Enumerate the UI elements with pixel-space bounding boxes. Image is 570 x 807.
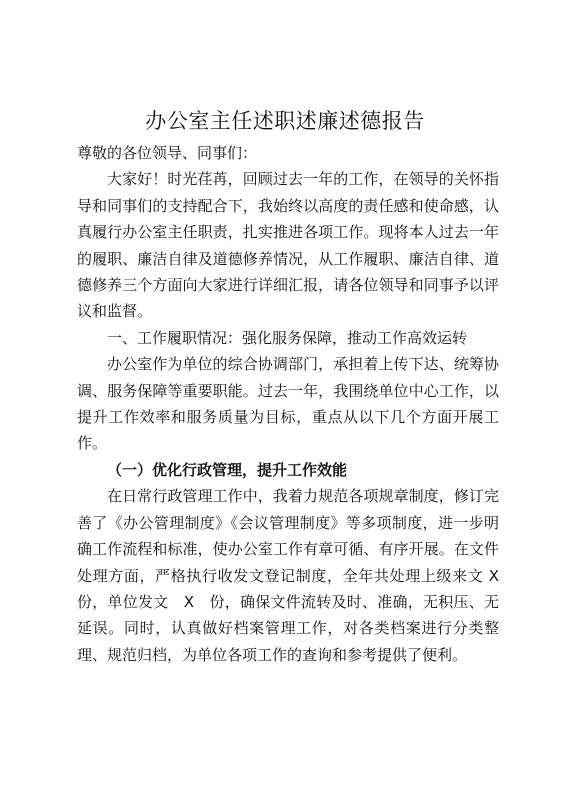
salutation: 尊敬的各位领导、同事们：: [77, 144, 258, 162]
document-body: [77, 140, 499, 668]
document-title: 办公室主任述职述廉述德报告: [145, 109, 425, 133]
subsection-heading: （一）优化行政管理，提升工作效能: [107, 460, 348, 479]
section-heading: 一、工作履职情况：强化服务保障，推动工作高效运转: [107, 328, 468, 347]
intro-paragraph: 大家好！时光荏苒，回顾过去一年的工作，在领导的关怀指导和同事们的支持配合下，我始终以高度的责任感和使命感，认真履行办公室主任职责，扎实推进各项工作。现将本人过去一年的履职、廉洁自律及道德修养情况，从工作履职、廉洁自律、道德修养三个方面向大家进行详细汇报，请各位领导和同事予以评议和监督。: [77, 170, 499, 321]
section-paragraph: 办公室作为单位的综合协调部门，承担着上传下达、统筹协调、服务保障等重要职能。过去一年，我围绕单位中心工作，以提升工作效率和服务质量为目标，重点从以下几个方面开展工作。: [77, 355, 499, 453]
subsection-paragraph: 在日常行政管理工作中，我着力规范各项规章制度，修订完善了《办公管理制度》《会议管理制度》等多项制度，进一步明确工作流程和标准，使办公室工作有章可循、有序开展。在文件处理方面，严格执行收发文登记制度，全年共处理上级来文 X 份，单位发文 X 份，确保文件流转及时、准确，无积压、无延误。同时，认真做好档案管理工作，对各类档案进行分类整理、规范归档，为单位各项工作的查询和参考提供了便利。: [77, 487, 499, 664]
